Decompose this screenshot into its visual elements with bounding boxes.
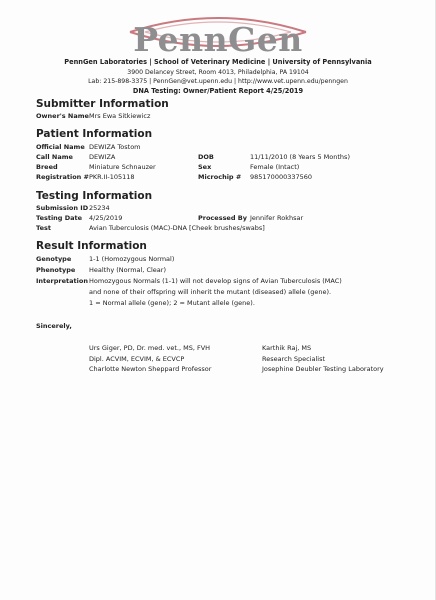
breed-label: Breed xyxy=(36,163,58,171)
submission-label: Submission ID xyxy=(36,204,89,212)
report-title: DNA Testing: Owner/Patient Report 4/25/2019 xyxy=(132,87,304,95)
microchip-label: Microchip # xyxy=(198,173,242,181)
phenotype-value: Healthy (Normal, Clear) xyxy=(89,266,166,274)
registration-label: Registration # xyxy=(36,173,89,181)
patient-heading: Patient Information xyxy=(36,128,153,140)
testing-date-label: Testing Date xyxy=(36,214,83,222)
logo-wordmark: PennGen xyxy=(133,20,303,59)
dob-label: DOB xyxy=(198,153,214,161)
phenotype-row xyxy=(36,265,396,275)
breed-row xyxy=(36,162,396,172)
processed-by-value: Jennifer Rokhsar xyxy=(250,214,304,222)
result-heading: Result Information xyxy=(36,240,147,252)
genotype-row xyxy=(36,254,396,264)
signer-1-credentials: Dipl. ACVIM, ECVIM, & ECVCP xyxy=(89,354,185,363)
lab-address: 3900 Delancey Street, Room 4013, Philadelphia, PA 19104 xyxy=(127,69,309,76)
breed-value: Miniature Schnauzer xyxy=(89,163,156,171)
interpretation-line-2: and none of their offspring will inherit the mutant (diseased) allele (gene). xyxy=(89,288,332,296)
official-name-value: DEWIZA Tostom xyxy=(89,143,141,151)
submission-row xyxy=(36,203,396,213)
interpretation-line-1: Homozygous Normals (1-1) will not develop signs of Avian Tuberculosis (MAC) xyxy=(89,277,342,285)
penngen-logo xyxy=(0,8,436,58)
owner-label: Owner's Name xyxy=(36,112,89,120)
call-name-label: Call Name xyxy=(36,153,73,161)
signer-2-name: Karthik Raj, MS xyxy=(262,344,312,352)
test-row xyxy=(36,223,396,233)
owner-value: Mrs Ewa Sitkiewicz xyxy=(89,112,151,120)
lab-line: PennGen Laboratories | School of Veterinary Medicine | University of Pennsylvania xyxy=(64,58,372,66)
signer-1-block xyxy=(89,343,211,375)
testing-heading: Testing Information xyxy=(36,190,153,202)
test-value: Avian Tuberculosis (MAC)-DNA [Cheek brushes/swabs] xyxy=(89,224,265,232)
official-name-row xyxy=(36,142,396,152)
signer-2-title: Research Specialist xyxy=(262,354,326,363)
interpretation-text xyxy=(89,276,389,309)
signer-2-lab: Josephine Deubler Testing Laboratory xyxy=(262,365,384,373)
registration-row xyxy=(36,172,396,182)
official-name-label: Official Name xyxy=(36,143,85,151)
microchip-value: 985170000337560 xyxy=(250,173,313,181)
testing-date-value: 4/25/2019 xyxy=(89,214,123,222)
call-name-row xyxy=(36,152,396,162)
dob-value: 11/11/2010 (8 Years 5 Months) xyxy=(250,153,350,161)
phenotype-label: Phenotype xyxy=(36,266,76,274)
sex-value: Female (Intact) xyxy=(250,163,300,171)
processed-by-label: Processed By xyxy=(198,214,247,222)
signer-1-title: Charlotte Newton Sheppard Professor xyxy=(89,365,212,373)
interpretation-line-3: 1 = Normal allele (gene); 2 = Mutant allele (gene). xyxy=(89,299,255,307)
testing-date-row xyxy=(36,213,396,223)
call-name-value: DEWIZA xyxy=(89,153,116,161)
submitter-heading: Submitter Information xyxy=(36,98,169,110)
genotype-label: Genotype xyxy=(36,255,72,263)
submission-value: 25234 xyxy=(89,204,110,212)
genotype-value: 1-1 (Homozygous Normal) xyxy=(89,255,175,263)
test-label: Test xyxy=(36,224,51,232)
sex-label: Sex xyxy=(198,163,212,171)
sincerely-text: Sincerely, xyxy=(36,322,72,330)
signer-2-block xyxy=(262,343,384,375)
interpretation-label: Interpretation xyxy=(36,277,88,285)
signer-1-name: Urs Giger, PD, Dr. med. vet., MS, FVH xyxy=(89,344,211,352)
owner-row xyxy=(36,111,396,121)
lab-contact: Lab: 215-898-3375 | PennGen@vet.upenn.edu | http://www.vet.upenn.edu/penngen xyxy=(88,78,348,85)
registration-value: PKR.II-105118 xyxy=(89,173,135,181)
